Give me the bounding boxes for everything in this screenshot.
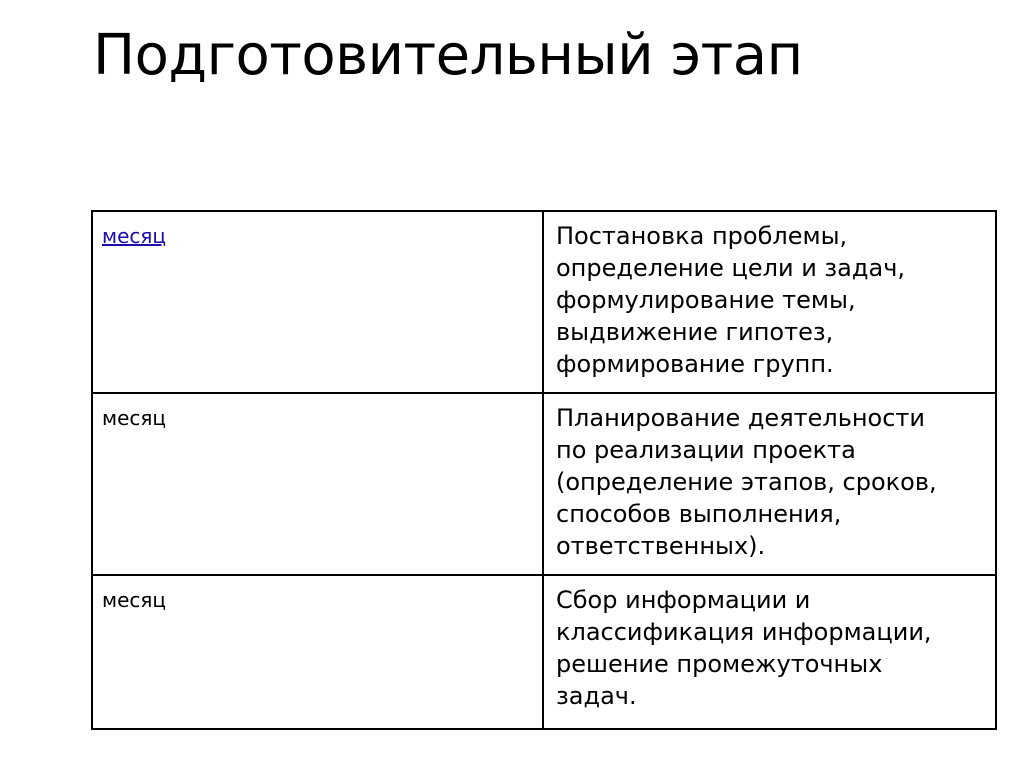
period-text: месяц	[102, 588, 167, 612]
description-cell	[543, 393, 996, 575]
description-text: Планирование деятельности по реализации проекта (определение этапов, сроков, способов выполнения, ответственных).	[556, 404, 937, 560]
description-text: Сбор информации и классификация информации, решение промежуточных задач.	[556, 586, 932, 710]
table-row	[92, 575, 996, 729]
table-row	[92, 393, 996, 575]
period-cell	[92, 393, 543, 575]
period-cell	[92, 575, 543, 729]
description-cell	[543, 575, 996, 729]
description-text: Постановка проблемы, определение цели и задач, формулирование темы, выдвижение гипотез, формирование групп.	[556, 222, 905, 378]
period-link[interactable]: месяц	[102, 224, 167, 248]
slide-title: Подготовительный этап	[93, 23, 803, 88]
table-row	[92, 211, 996, 393]
description-cell	[543, 211, 996, 393]
period-cell	[92, 211, 543, 393]
stage-table	[91, 210, 997, 730]
period-text: месяц	[102, 406, 167, 430]
